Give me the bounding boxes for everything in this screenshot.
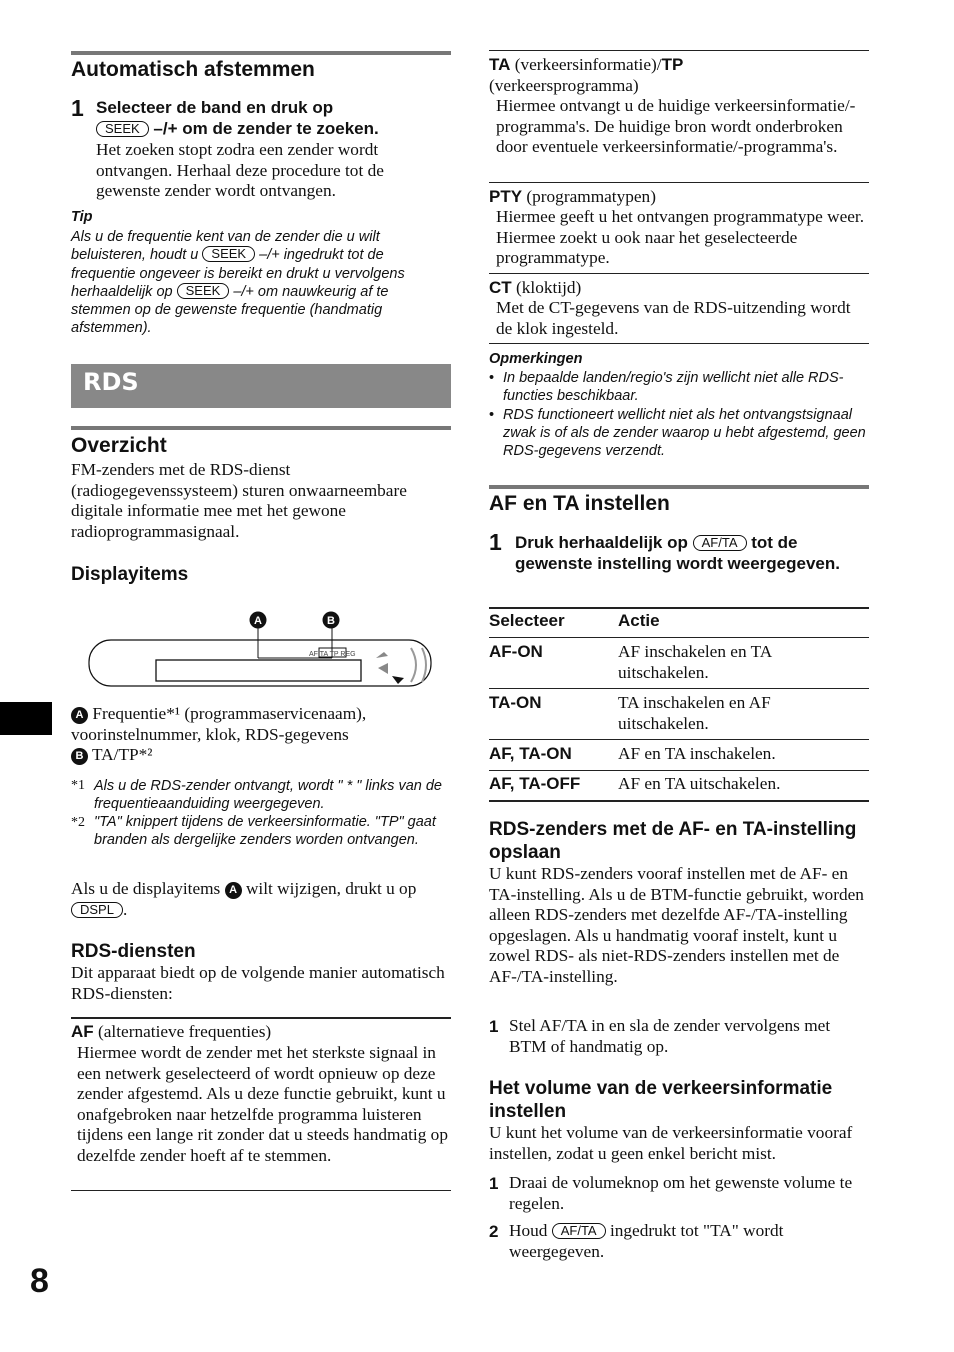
rds-section-bar (71, 364, 451, 408)
label-b-badge: B (71, 748, 88, 765)
ta-sub: (verkeersinformatie)/ (514, 55, 662, 74)
step-number: 1 (489, 1017, 499, 1036)
note-text: In bepaalde landen/regio's zijn wellicht niet alle RDS-functies beschikbaar. (503, 370, 844, 405)
table-rule (71, 1017, 451, 1019)
ct-term-row (489, 278, 581, 299)
tip-part: –/+ om nauwkeurig af te stemmen op de gewenste frequentie (handmatig afstemmen). (71, 283, 389, 337)
table-rule (489, 607, 869, 609)
table-rule (489, 343, 869, 344)
note-text: RDS functioneert wellicht niet als het ontvangstsignaal zwak is of als de zender waarop u hebt afgestemd, geen RDS-gegevens verzendt. (503, 406, 866, 460)
seek-button: SEEK (177, 283, 230, 299)
afta-step (515, 533, 865, 574)
tip-part: Als u de frequentie kent van de zender die u wilt beluisteren, houdt u (71, 229, 380, 264)
col-header-action: Actie (618, 611, 660, 630)
volume-heading: Het volume van de verkeersinformatie instellen (489, 1078, 833, 1122)
section-rule (489, 485, 869, 489)
rds-section-title: RDS (83, 368, 139, 396)
item-b-text: TA/TP*² (92, 745, 153, 764)
display-item-a (71, 704, 446, 745)
tip-heading: Tip (71, 209, 93, 225)
store-body: U kunt RDS-zenders vooraf instellen met de AF- en TA-instelling. Als u de BTM-functie gebruikt, worden alleen RDS-zenders met dezelfde AF-/TA-instelling opgeslagen. Als u handmatig vooraf instelt, kunt u zowel RDS- als niet-RDS-zenders instellen met de AF-/TA-instelling. (489, 864, 864, 986)
af-description: Hiermee wordt de zender met het sterkste signaal in een netwerk geselecteerd of wordt opnieuw op deze zender afgestemd. Als u deze functie gebruikt, kunt u onafgebroken naar hetzelfde programma luisteren tijdens een lange rit zonder dat u steeds handmatig op dezelfde zender hoeft af te stemmen. (77, 1043, 448, 1165)
display-item-b (71, 745, 152, 766)
notes-list (489, 369, 869, 460)
lcd-indicator: AF TA TP REG (309, 651, 356, 658)
seek-button: SEEK (96, 121, 149, 137)
volume-body: U kunt het volume van de verkeersinformatie vooraf instellen, zodat u geen enkel bericht mist. (489, 1123, 853, 1163)
rds-services-body: Dit apparaat biedt op de volgende manier automatisch RDS-diensten: (71, 963, 445, 1003)
table-cell-setting: TA-ON (489, 693, 542, 712)
volume-step-1: Draai de volumeknop om het gewenste volume te regelen. (509, 1173, 853, 1213)
footnote-1: Als u de RDS-zender ontvangt, wordt " * " links van de frequentieaanduiding weergegeven. (94, 778, 442, 813)
step-text: Druk herhaaldelijk op (515, 533, 688, 552)
ta-tp-description: Hiermee ontvangt u de huidige verkeersinformatie/-programma's. De huidige bron wordt onderbroken door eventuele verkeersinformatie/-programma's. (496, 96, 856, 157)
auto-tune-body: Het zoeken stopt zodra een zender wordt ontvangen. Herhaal deze procedure tot de gewenste zender wordt ontvangen. (96, 140, 384, 201)
notes-heading: Opmerkingen (489, 351, 583, 367)
note-item: • RDS functioneert wellicht niet als het ontvangstsignaal zwak is of als de zender waarop u hebt afgestemd, geen RDS-gegevens verzendt. (489, 406, 869, 461)
pty-sub: (programmatypen) (526, 187, 656, 206)
frequency-area (156, 660, 361, 681)
table-cell-setting: AF, TA-ON (489, 744, 572, 763)
change-display-text: Als u de displayitems A wilt wijzigen, drukt u op DSPL . (71, 879, 417, 919)
side-tab-marker (0, 702, 52, 735)
table-cell-setting: AF-ON (489, 642, 543, 661)
table-cell-action: AF en TA inschakelen. (618, 744, 776, 763)
table-rule (71, 1190, 451, 1191)
store-heading: RDS-zenders met de AF- en TA-instelling opslaan (489, 819, 857, 863)
tp-sub: (verkeersprogramma) (489, 75, 639, 95)
table-rule (489, 770, 869, 771)
table-rule (489, 50, 869, 51)
table-cell-setting: AF, TA-OFF (489, 774, 581, 793)
footnote-mark: *2 (71, 815, 85, 830)
label-a-badge: A (225, 882, 242, 899)
ct-sub: (kloktijd) (516, 278, 582, 297)
afta-heading: AF en TA instellen (489, 492, 670, 515)
page-number: 8 (30, 1262, 49, 1300)
af-sub: (alternatieve frequenties) (98, 1022, 272, 1041)
display-items-heading: Displayitems (71, 564, 189, 585)
footnote-2: "TA" knippert tijdens de verkeersinformatie. "TP" gaat branden als dergelijke zenders worden ontvangen. (94, 814, 436, 849)
table-rule (489, 800, 869, 802)
change-text: Als u de displayitems (71, 879, 221, 898)
auto-tune-heading: Automatisch afstemmen (71, 58, 315, 81)
ta-term: TA (489, 55, 511, 74)
seek-button: SEEK (202, 246, 255, 262)
step-number: 1 (71, 95, 84, 121)
table-rule (489, 739, 869, 740)
step-text: –/+ om de zender te zoeken. (153, 118, 379, 138)
section-rule (71, 426, 451, 430)
afta-button: AF/TA (552, 1223, 606, 1239)
pty-term: PTY (489, 187, 523, 206)
ta-tp-term (489, 55, 869, 96)
table-cell-action: AF inschakelen en TA uitschakelen. (618, 642, 772, 682)
table-cell-action: AF en TA uitschakelen. (618, 774, 781, 793)
volume-step-2 (509, 1221, 869, 1262)
rds-services-heading: RDS-diensten (71, 941, 196, 962)
label-a: A (254, 615, 262, 627)
af-term-row (71, 1022, 271, 1043)
table-rule (489, 688, 869, 689)
table-rule (489, 273, 869, 274)
step-number: 2 (489, 1222, 499, 1241)
change-text: wilt wijzigen, drukt u op (245, 879, 417, 898)
note-item: • In bepaalde landen/regio's zijn wellicht niet alle RDS-functies beschikbaar. (489, 369, 869, 406)
step-text: Houd (509, 1221, 548, 1240)
ct-term: CT (489, 278, 512, 297)
afta-button: AF/TA (693, 535, 747, 551)
pty-description: Hiermee geeft u het ontvangen programmatype weer. Hiermee zoekt u ook naar het geselecteerde programmatype. (496, 207, 865, 268)
pty-term-row (489, 187, 656, 208)
af-term: AF (71, 1022, 94, 1041)
table-rule (489, 182, 869, 183)
step-text: tot de gewenste instelling wordt weergegeven. (515, 533, 840, 573)
label-b: B (327, 615, 335, 627)
footnote-mark: *1 (71, 778, 85, 793)
step-text: ingedrukt tot "TA" wordt weergegeven. (509, 1221, 784, 1261)
overview-heading: Overzicht (71, 434, 167, 457)
label-a-badge: A (71, 707, 88, 724)
table-cell-action: TA inschakelen en AF uitschakelen. (618, 693, 771, 733)
table-rule (489, 637, 869, 638)
step-number: 1 (489, 529, 502, 555)
display-illustration (86, 608, 436, 690)
section-rule (71, 51, 451, 55)
ct-description: Met de CT-gegevens van de RDS-uitzending wordt de klok ingesteld. (496, 298, 851, 338)
col-header-select: Selecteer (489, 611, 565, 630)
step-number: 1 (489, 1174, 499, 1193)
tp-term: TP (661, 55, 684, 74)
step-text: Selecteer de band en druk op (96, 98, 334, 117)
store-step: Stel AF/TA in en sla de zender vervolgens met BTM of handmatig op. (509, 1016, 831, 1056)
tip-part: –/+ ingedrukt tot de frequentie ongeveer is bereikt en drukt u vervolgens herhaaldelijk op (71, 247, 405, 300)
dspl-button: DSPL (71, 902, 123, 918)
item-a-text: Frequentie*¹ (programmaservicenaam), voorinstelnummer, klok, RDS-gegevens (71, 704, 367, 744)
tip-text (71, 228, 443, 338)
auto-tune-step (96, 98, 451, 139)
overview-body: FM-zenders met de RDS-dienst (radiogegevenssysteem) sturen onwaarneembare digitale informatie mee met het gewone radioprogrammasignaal. (71, 460, 407, 541)
